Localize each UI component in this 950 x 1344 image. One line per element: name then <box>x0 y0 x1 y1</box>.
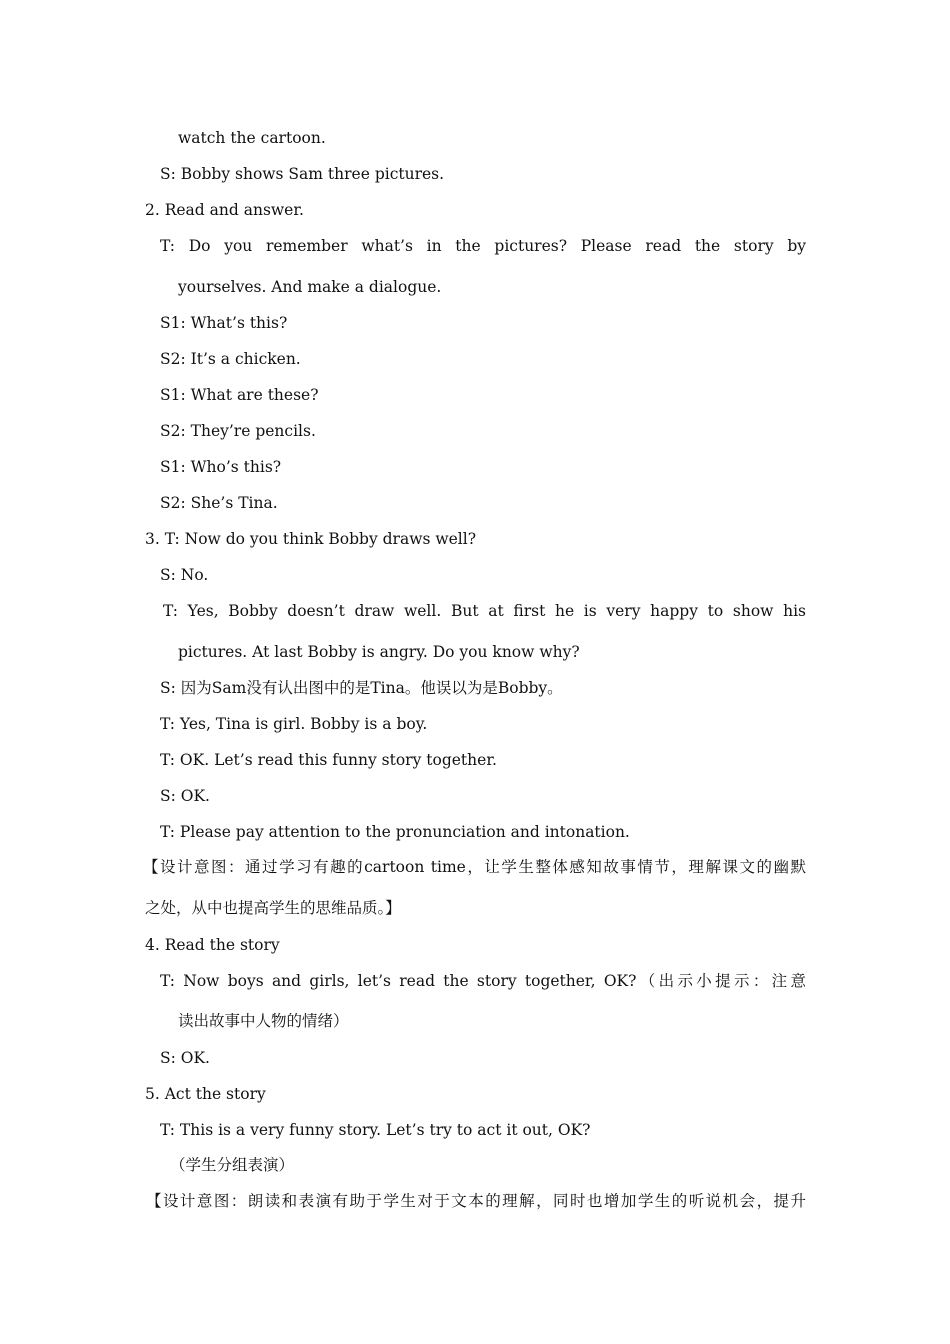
text-line: yourselves. And make a dialogue. <box>178 278 442 296</box>
design-intent-note: 【设计意图：朗读和表演有助于学生对于文本的理解，同时也增加学生的听说机会，提升 <box>146 1192 806 1210</box>
section-heading: 3. T: Now do you think Bobby draws well? <box>145 530 477 548</box>
text-line: T: OK. Let’s read this funny story together. <box>160 751 497 769</box>
section-heading: 5. Act the story <box>145 1085 266 1103</box>
text-line: watch the cartoon. <box>178 129 326 147</box>
text-line: T: Do you remember what’s in the pictures? Please read the story by <box>160 237 806 255</box>
text-line: T: Yes, Bobby doesn’t draw well. But at first he is very happy to show his <box>163 602 806 620</box>
text-line: S: No. <box>160 566 209 584</box>
text-line: T: Now boys and girls, let’s read the story together, OK?（出示小提示：注意 <box>160 972 806 990</box>
text-line: S2: It’s a chicken. <box>160 350 301 368</box>
text-line: S2: They’re pencils. <box>160 422 316 440</box>
design-intent-note: 【设计意图：通过学习有趣的cartoon time，让学生整体感知故事情节，理解课文的幽默 <box>143 858 806 876</box>
text-line: S: OK. <box>160 1049 210 1067</box>
text-line: S: OK. <box>160 787 210 805</box>
text-line: S: Bobby shows Sam three pictures. <box>160 165 445 183</box>
text-line: （学生分组表演） <box>170 1156 295 1174</box>
text-line: T: Please pay attention to the pronunciation and intonation. <box>160 823 630 841</box>
text-line: 读出故事中人物的情绪） <box>178 1012 349 1030</box>
text-line: T: Yes, Tina is girl. Bobby is a boy. <box>160 715 428 733</box>
text-line: S1: Who’s this? <box>160 458 282 476</box>
text-line: pictures. At last Bobby is angry. Do you know why? <box>178 643 580 661</box>
text-line: S1: What are these? <box>160 386 319 404</box>
text-line: T: This is a very funny story. Let’s try to act it out, OK? <box>160 1121 591 1139</box>
design-intent-note: 之处，从中也提高学生的思维品质。】 <box>145 899 401 917</box>
section-heading: 2. Read and answer. <box>145 201 304 219</box>
section-heading: 4. Read the story <box>145 936 280 954</box>
text-line: S: 因为Sam没有认出图中的是Tina。他误以为是Bobby。 <box>160 679 563 697</box>
text-line: S2: She’s Tina. <box>160 494 278 512</box>
text-line: S1: What’s this? <box>160 314 288 332</box>
